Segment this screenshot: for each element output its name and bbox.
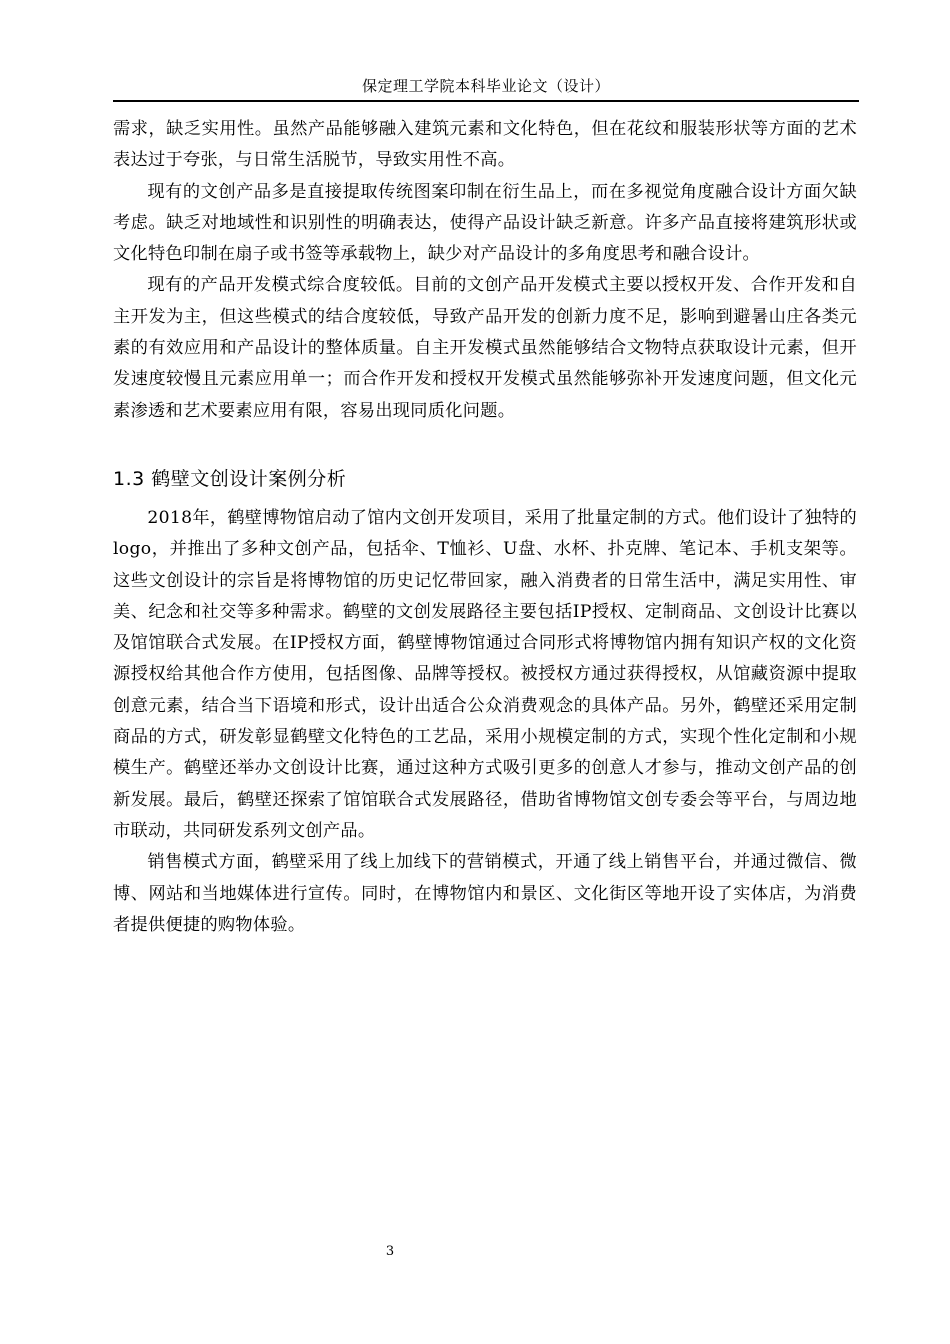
paragraph-sales-mode: 销售模式方面，鹤壁采用了线上加线下的营销模式，开通了线上销售平台，并通过微信、微博、网站和当地媒体进行宣传。同时，在博物馆内和景区、文化街区等地开设了实体店，为消费者提供便捷的购物体验。 [113,852,857,935]
running-header: 保定理工学院本科毕业论文（设计） [361,77,610,95]
paragraph-development-modes: 现有的产品开发模式综合度较低。目前的文创产品开发模式主要以授权开发、合作开发和自主开发为主，但这些模式的结合度较低，导致产品开发的创新力度不足，影响到避暑山庄各类元素的有效应用和产品设计的整体质量。自主开发模式虽然能够结合文物特点获取设计元素，但开发速度较慢且元素应用单一；而合作开发和授权开发模式虽然能够弥补开发速度问题，但文化元素渗透和艺术要素应用有限，容易出现同质化问题。 [113,275,857,421]
section-heading: 1.3 鹤壁文创设计案例分析 [113,467,347,490]
paragraph-continued: 需求，缺乏实用性。虽然产品能够融入建筑元素和文化特色，但在花纹和服装形状等方面的艺术表达过于夸张，与日常生活脱节，导致实用性不高。 [113,119,857,171]
page-number: 3 [385,1244,395,1259]
body-text [113,114,857,941]
paragraph-derivative-products: 现有的文创产品多是直接提取传统图案印制在衍生品上，而在多视觉角度融合设计方面欠缺考虑。缺乏对地域性和识别性的明确表达，使得产品设计缺乏新意。许多产品直接将建筑形状或文化特色印制在扇子或书签等承载物上，缺少对产品设计的多角度思考和融合设计。 [113,181,857,265]
header-divider [113,100,859,102]
paragraph-hebi-case: 2018年，鹤壁博物馆启动了馆内文创开发项目，采用了批量定制的方式。他们设计了独特的logo，并推出了多种文创产品，包括伞、T恤衫、U盘、水杯、扑克牌、笔记本、手机支架等。这些文创设计的宗旨是将博物馆的历史记忆带回家，融入消费者的日常生活中，满足实用性、审美、纪念和社交等多种需求。鹤壁的文创发展路径主要包括IP授权、定制商品、文创设计比赛以及馆馆联合式发展。在IP授权方面，鹤壁博物馆通过合同形式将博物馆内拥有知识产权的文化资源授权给其他合作方使用，包括图像、品牌等授权。被授权方通过获得授权，从馆藏资源中提取创意元素，结合当下语境和形式，设计出适合公众消费观念的具体产品。另外，鹤壁还采用定制商品的方式，研发彰显鹤壁文化特色的工艺品，采用小规模定制的方式，实现个性化定制和小规模生产。鹤壁还举办文创设计比赛，通过这种方式吸引更多的创意人才参与，推动文创产品的创新发展。最后，鹤壁还探索了馆馆联合式发展路径，借助省博物馆文创专委会等平台，与周边地市联动，共同研发系列文创产品。 [113,507,857,841]
